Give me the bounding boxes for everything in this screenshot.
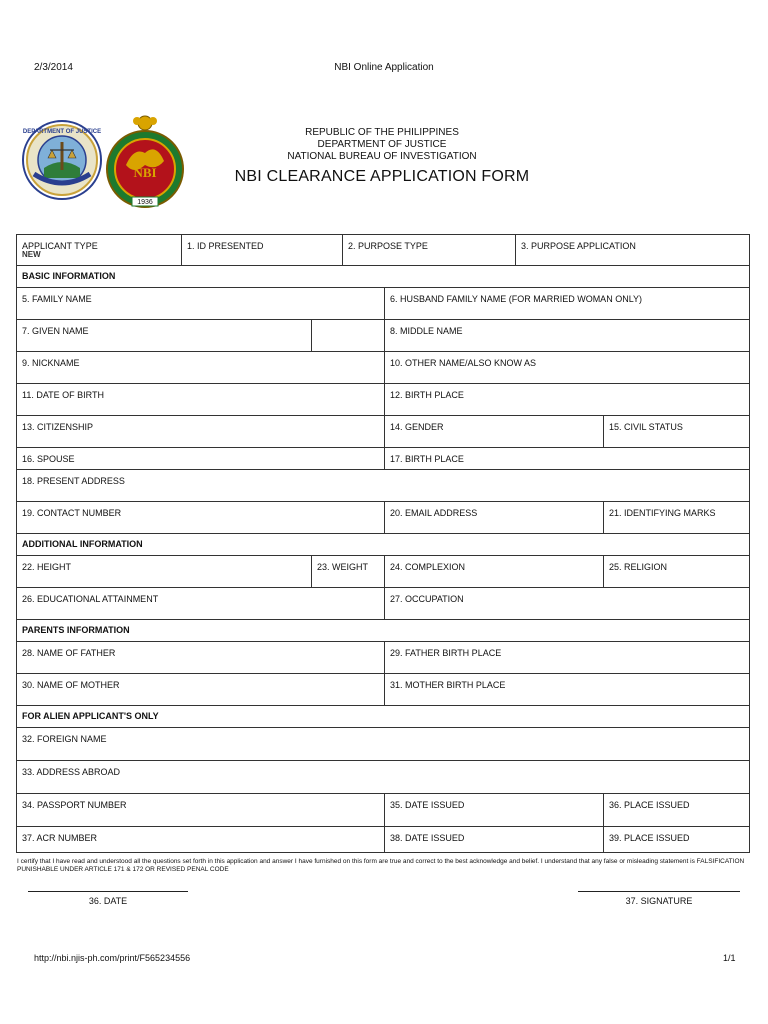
section-alien-applicants	[17, 706, 749, 728]
citizenship-field[interactable]: 13. CITIZENSHIP	[17, 416, 385, 447]
form-row	[17, 827, 749, 852]
section-title: PARENTS INFORMATION	[22, 625, 130, 635]
section-additional-information	[17, 534, 749, 556]
weight-field[interactable]: 23. WEIGHT	[312, 556, 385, 587]
birth-place-field[interactable]: 12. BIRTH PLACE	[390, 390, 464, 400]
religion-field[interactable]: 25. RELIGION	[609, 562, 668, 572]
form-row	[17, 352, 749, 384]
acr-number-field[interactable]: 37. ACR NUMBER	[17, 827, 385, 852]
father-name-field[interactable]: 28. NAME OF FATHER	[17, 642, 385, 673]
form-row	[17, 674, 749, 706]
family-name-field[interactable]: 5. FAMILY NAME	[17, 288, 385, 319]
certification-statement: I certify that I have read and understood all the questions set forth in this application and answer I have furnished on this form are true and correct to the best acknowledge and belief. I understand that any false or misleading statement is FALSIFICATION PUNISHABLE UNDER ARTICLE 171 & 172 OR REVISED PENAL CODE	[17, 858, 745, 873]
signature-line[interactable]	[578, 891, 740, 892]
acr-place-issued-field[interactable]: 39. PLACE ISSUED	[609, 833, 690, 843]
section-title: BASIC INFORMATION	[22, 271, 116, 281]
page-number: 1/1	[723, 953, 736, 963]
present-address-field[interactable]: 18. PRESENT ADDRESS	[22, 476, 125, 486]
nbi-seal-text: NBI	[133, 165, 157, 180]
applicant-type-field[interactable]	[17, 235, 182, 265]
spouse-birth-place-field[interactable]: 17. BIRTH PLACE	[390, 454, 464, 464]
form-title: NBI CLEARANCE APPLICATION FORM	[234, 168, 530, 185]
form-row	[17, 556, 749, 588]
form-row	[17, 416, 749, 448]
print-page-title: NBI Online Application	[334, 62, 434, 73]
agency-line-department: DEPARTMENT OF JUSTICE	[317, 139, 447, 150]
nbi-seal	[104, 113, 186, 211]
complexion-field[interactable]: 24. COMPLEXION	[385, 556, 604, 587]
application-form-table	[16, 234, 750, 853]
educational-attainment-field[interactable]: 26. EDUCATIONAL ATTAINMENT	[17, 588, 385, 619]
purpose-application-field[interactable]: 3. PURPOSE APPLICATION	[521, 241, 636, 251]
identifying-marks-field[interactable]: 21. IDENTIFYING MARKS	[609, 508, 716, 518]
form-row	[17, 448, 749, 470]
form-row	[17, 642, 749, 674]
name-suffix-field[interactable]	[312, 320, 385, 351]
father-birth-place-field[interactable]: 29. FATHER BIRTH PLACE	[390, 648, 502, 658]
doj-seal-text: DEPARTMENT OF JUSTICE	[22, 129, 102, 135]
form-row	[17, 384, 749, 416]
section-title: FOR ALIEN APPLICANT'S ONLY	[22, 711, 159, 721]
husband-family-name-field[interactable]: 6. HUSBAND FAMILY NAME (FOR MARRIED WOMAN ONLY)	[390, 294, 643, 304]
form-row	[17, 288, 749, 320]
form-row	[17, 728, 749, 761]
form-row	[17, 588, 749, 620]
gender-field[interactable]: 14. GENDER	[385, 416, 604, 447]
section-parents-information	[17, 620, 749, 642]
applicant-type-value: NEW	[22, 250, 41, 259]
id-presented-field[interactable]: 1. ID PRESENTED	[182, 235, 343, 265]
contact-number-field[interactable]: 19. CONTACT NUMBER	[17, 502, 385, 533]
nbi-seal-year: 1936	[137, 199, 153, 206]
date-of-birth-field[interactable]: 11. DATE OF BIRTH	[17, 384, 385, 415]
mother-birth-place-field[interactable]: 31. MOTHER BIRTH PLACE	[390, 680, 506, 690]
other-name-field[interactable]: 10. OTHER NAME/ALSO KNOW AS	[390, 358, 537, 368]
passport-number-field[interactable]: 34. PASSPORT NUMBER	[17, 794, 385, 826]
agency-line-bureau: NATIONAL BUREAU OF INVESTIGATION	[287, 151, 477, 162]
form-row	[17, 761, 749, 794]
date-signature-line[interactable]	[28, 891, 188, 892]
acr-date-issued-field[interactable]: 38. DATE ISSUED	[385, 827, 604, 852]
middle-name-field[interactable]: 8. MIDDLE NAME	[390, 326, 463, 336]
email-address-field[interactable]: 20. EMAIL ADDRESS	[385, 502, 604, 533]
department-of-justice-seal	[22, 120, 102, 200]
nickname-field[interactable]: 9. NICKNAME	[17, 352, 385, 383]
occupation-field[interactable]: 27. OCCUPATION	[390, 594, 464, 604]
form-row	[17, 470, 749, 502]
print-date: 2/3/2014	[34, 62, 73, 73]
applicant-type-label: APPLICANT TYPE	[22, 241, 98, 251]
print-url: http://nbi.njis-ph.com/print/F565234556	[34, 953, 191, 963]
form-row	[17, 502, 749, 534]
form-header-row	[17, 235, 749, 266]
form-row	[17, 320, 749, 352]
section-basic-information	[17, 266, 749, 288]
foreign-name-field[interactable]: 32. FOREIGN NAME	[22, 734, 107, 744]
section-title: ADDITIONAL INFORMATION	[22, 539, 143, 549]
passport-date-issued-field[interactable]: 35. DATE ISSUED	[385, 794, 604, 826]
address-abroad-field[interactable]: 33. ADDRESS ABROAD	[22, 767, 121, 777]
height-field[interactable]: 22. HEIGHT	[17, 556, 312, 587]
civil-status-field[interactable]: 15. CIVIL STATUS	[609, 422, 683, 432]
mother-name-field[interactable]: 30. NAME OF MOTHER	[17, 674, 385, 705]
spouse-field[interactable]: 16. SPOUSE	[17, 448, 385, 469]
form-row	[17, 794, 749, 827]
signature-label: 37. SIGNATURE	[625, 896, 693, 906]
passport-place-issued-field[interactable]: 36. PLACE ISSUED	[609, 800, 690, 810]
given-name-field[interactable]: 7. GIVEN NAME	[17, 320, 312, 351]
agency-line-republic: REPUBLIC OF THE PHILIPPINES	[305, 127, 459, 138]
purpose-type-field[interactable]: 2. PURPOSE TYPE	[343, 235, 516, 265]
date-label: 36. DATE	[88, 896, 128, 906]
